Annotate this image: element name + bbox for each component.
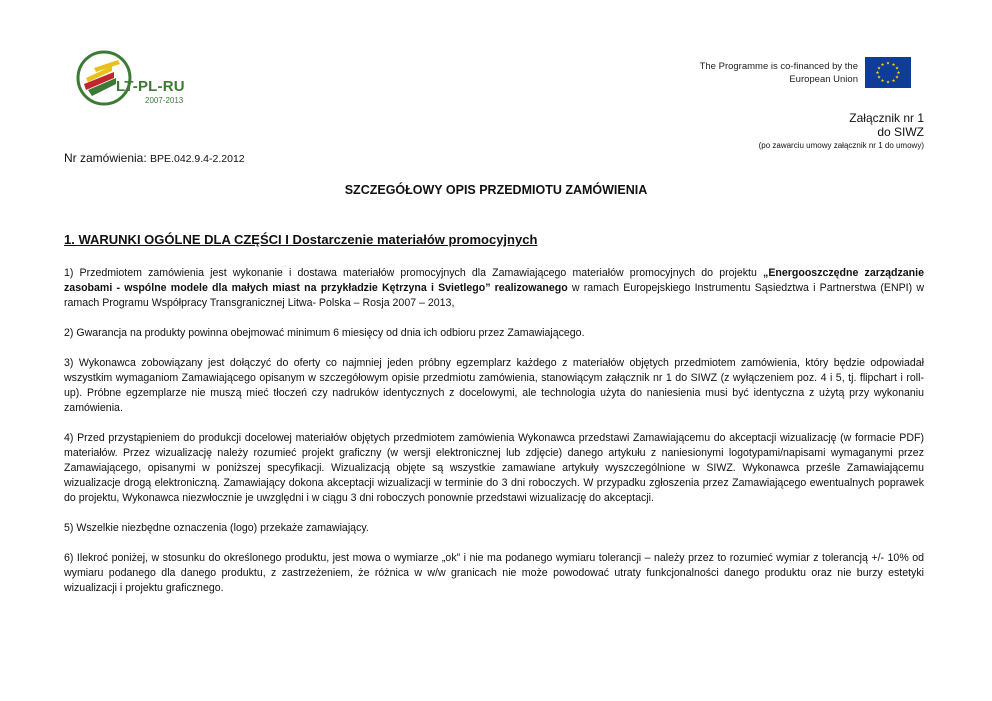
annex-line-2: do SIWZ xyxy=(877,125,924,139)
paragraph-2: 2) Gwarancja na produkty powinna obejmować minimum 6 miesięcy od dnia ich odbioru przez Zamawiającego. xyxy=(64,327,585,339)
order-number xyxy=(64,151,245,165)
cofinanced-line-2: European Union xyxy=(789,74,858,85)
svg-text:★: ★ xyxy=(876,75,882,81)
paragraph-4: 4) Przed przystąpieniem do produkcji docelowej materiałów objętych przedmiotem zamówienia Wykonawca przedstawi Zamawiającemu do akceptacji wizualizację (w formacie PDF) materiałów. Przez wizualizację należy rozumieć projekt graficzny (w wersji elektronicznej lub zdjęcie) danego artykułu z naniesionymi logotypami/napisami wymaganymi przez Zamawiającego, opisanymi w poniższej specyfikacji. Wizualizacją objęte są wszystkie zamawiane artykuły wyszczególnione w SIWZ. Wykonawca prześle Zamawiającemu wizualizacje drogą elektroniczną. Zamawiający dokona akceptacji wizualizacji w terminie do 3 dni roboczych. W przypadku zgłoszenia przez Zamawiającego ewentualnych poprawek do projektu, Wykonawca niezwłocznie je uwzględni i w ciągu 3 dni roboczych ponownie przedstawi wizualizację do akceptacji. xyxy=(64,432,924,504)
svg-text:★: ★ xyxy=(885,80,891,86)
paragraph-1-pre: 1) Przedmiotem zamówienia jest wykonanie i dostawa materiałów promocyjnych dla Zamawiającego materiałów promocyjnych do projektu xyxy=(64,267,764,279)
logo-name: LT-PL-RU xyxy=(116,78,185,95)
paragraph-3: 3) Wykonawca zobowiązany jest dołączyć do oferty co najmniej jeden próbny egzemplarz każdego z materiałów objętych przedmiotem zamówienia, który będzie odpowiadał wszystkim wymaganiom Zamawiającego opisanym w szczegółowym opisie przedmiotu zamówienia, stanowiącym załącznik nr 1 do SIWZ (z wyłączeniem poz. 4 i 5, tj. flipchart i roll-up). Próbne egzemplarze nie muszą mieć tłoczeń czy nadruków identycznych z docelowymi, ale technologia użyta do naniesienia musi być identyczna z użytą przy wykonaniu zamówienia. xyxy=(64,357,924,414)
order-value: BPE.042.9.4-2.2012 xyxy=(150,153,245,165)
eu-flag-icon xyxy=(865,57,911,88)
document-title: SZCZEGÓŁOWY OPIS PRZEDMIOTU ZAMÓWIENIA xyxy=(344,183,648,197)
svg-text:★: ★ xyxy=(891,79,896,84)
annex-line-1: Załącznik nr 1 xyxy=(849,111,924,125)
paragraph-1-post: w ramach Europejskiego Instrumentu Sąsiedztwa i Partnerstwa (ENPI) w ramach Programu Współpracy Transgranicznej Litwa- Polska – Rosja 2007 – 2013, xyxy=(64,282,924,309)
svg-text:★: ★ xyxy=(894,66,900,72)
svg-text:★: ★ xyxy=(875,71,880,76)
svg-text:★: ★ xyxy=(880,79,885,84)
paragraph-1-bold: „Energooszczędne zarządzanie zasobami - wspólne modele dla małych miast na przykładzie Kętrzyna i Svietlego” realizowanego xyxy=(64,267,924,294)
paragraph-6: 6) Ilekroć poniżej, w stosunku do określonego produktu, jest mowa o wymiarze „ok” i nie ma podanego wymiaru tolerancji – należy przez to rozumieć wymiar z tolerancją +/- 10% od wymiaru podanego dla danego produktu, z zastrzeżeniem, że różnica w w/w granicach nie może powodować utraty funkcjonalności danego produktu oraz nie burzy estetyki wizualizacji i projektu graficznego. xyxy=(64,552,924,594)
cofinanced-text xyxy=(690,60,858,86)
annex-note: (po zawarciu umowy załącznik nr 1 do umowy) xyxy=(758,141,924,150)
svg-text:★: ★ xyxy=(896,71,901,76)
svg-text:★: ★ xyxy=(880,63,885,68)
svg-text:★: ★ xyxy=(876,66,882,72)
section-body xyxy=(64,266,924,609)
paragraph-1 xyxy=(64,266,924,311)
svg-text:★: ★ xyxy=(894,75,900,81)
annex-label xyxy=(849,111,924,139)
cofinanced-line-1: The Programme is co-financed by the xyxy=(699,61,858,72)
order-label: Nr zamówienia: xyxy=(64,151,147,165)
section-heading: 1. WARUNKI OGÓLNE DLA CZĘŚCI I Dostarczenie materiałów promocyjnych xyxy=(64,232,538,247)
logo-years: 2007-2013 xyxy=(145,96,184,105)
paragraph-5: 5) Wszelkie niezbędne oznaczenia (logo) przekaże zamawiający. xyxy=(64,522,369,534)
svg-text:★: ★ xyxy=(891,63,896,68)
svg-text:★: ★ xyxy=(885,61,891,67)
